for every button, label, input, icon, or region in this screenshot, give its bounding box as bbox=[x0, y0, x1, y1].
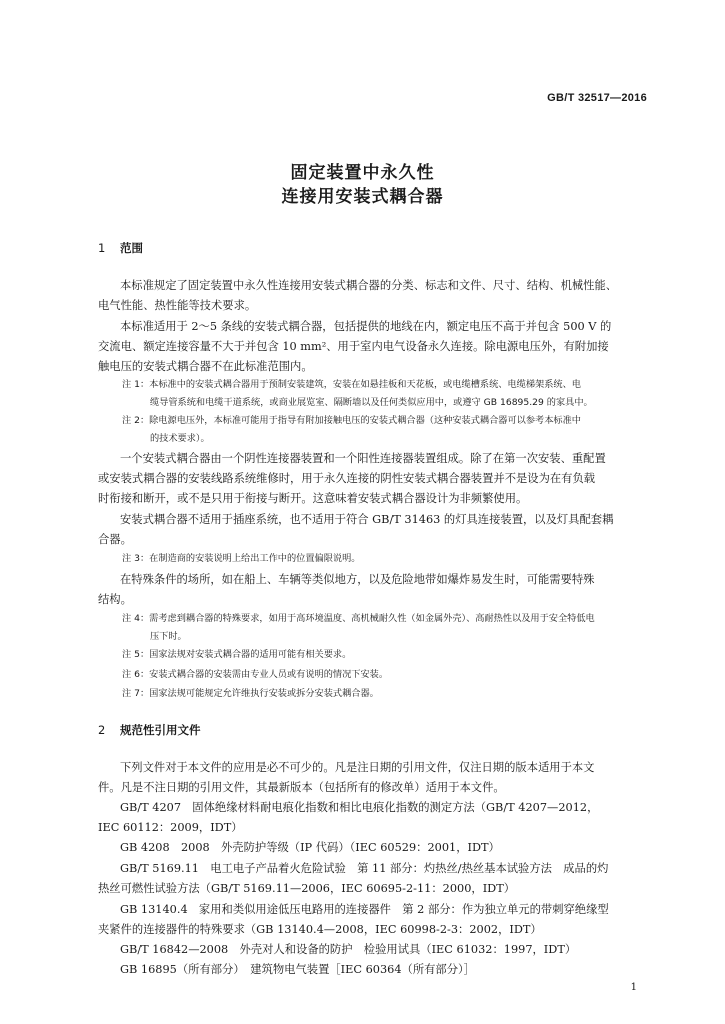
s1-note4-line2: 压下时。 bbox=[150, 631, 187, 642]
s1-note3: 注 3：在制造商的安装说明上给出工作中的位置偏限说明。 bbox=[122, 553, 361, 564]
ref-gbt16842: GB/T 16842—2008 外壳对人和设备的防护 检验用试具（IEC 61032：1997，IDT） bbox=[120, 943, 577, 956]
section-2-heading bbox=[98, 722, 201, 738]
ref-gb13140-line1: GB 13140.4 家用和类似用途低压电路用的连接器件 第 2 部分：作为独立单元的带刺穿绝缘型 bbox=[120, 903, 609, 916]
ref-gbt4207-line1: GB/T 4207 固体绝缘材料耐电痕化指数和相比电痕化指数的测定方法（GB/T 4207—2012， bbox=[120, 801, 599, 814]
s1-note4-line1: 注 4：需考虑到耦合器的特殊要求，如用于高环境温度、高机械耐久性（如金属外壳）、高耐热性以及用于安全特低电 bbox=[122, 613, 595, 624]
ref-gbt5169-line1: GB/T 5169.11 电工电子产品着火危险试验 第 11 部分：灼热丝/热丝基本试验方法 成品的灼 bbox=[120, 862, 609, 875]
document-title-line1: 固定装置中永久性 bbox=[290, 163, 435, 183]
section-1-title: 范围 bbox=[120, 241, 143, 255]
s1-para2-line2: 交流电、额定连接容量不大于并包含 10 mm²、用于室内电气设备永久连接。除电源电压外，有附加接 bbox=[98, 340, 609, 353]
s1-para1-line1: 本标准规定了固定装置中永久性连接用安装式耦合器的分类、标志和文件、尺寸、结构、机械性能、 bbox=[120, 279, 618, 292]
s1-note2-line2: 的技术要求）。 bbox=[150, 433, 210, 444]
ref-gb13140-line2: 夹紧件的连接器件的特殊要求（GB 13140.4—2008，IEC 60998-2-3：2002，IDT） bbox=[98, 923, 542, 936]
section-2-number: 2 bbox=[98, 723, 106, 737]
s1-note1-line2: 缆导管系统和电缆干道系统，或商业展览室、隔断墙以及任何类似应用中，或遵守 GB 16895.29 的家具中。 bbox=[150, 397, 593, 408]
s1-para2-line3: 触电压的安装式耦合器不在此标准范围内。 bbox=[98, 360, 313, 373]
s1-note1 bbox=[122, 376, 662, 412]
ref-gbt5169-line2: 热丝可燃性试验方法（GB/T 5169.11—2006，IEC 60695-2-11：2000，IDT） bbox=[98, 882, 516, 895]
ref-gbt4207-line2: IEC 60112：2009，IDT） bbox=[98, 821, 243, 834]
page-number: 1 bbox=[630, 982, 637, 993]
s1-para4-line2: 合器。 bbox=[98, 533, 132, 546]
ref-gb4208: GB 4208 2008 外壳防护等级（IP 代码）（IEC 60529：2001，IDT） bbox=[120, 841, 500, 854]
s1-note4 bbox=[122, 610, 662, 646]
s1-note5: 注 5：国家法规对安装式耦合器的适用可能有相关要求。 bbox=[122, 649, 352, 660]
section-2-title: 规范性引用文件 bbox=[120, 723, 201, 737]
s1-note7: 注 7：国家法规可能规定允许维执行安装或拆分安装式耦合器。 bbox=[122, 688, 379, 699]
s1-para1-line2: 电气性能、热性能等技术要求。 bbox=[98, 299, 257, 312]
s1-note2-line1: 注 2：除电源电压外，本标准可能用于指导有附加接触电压的安装式耦合器（这种安装式耦合器可以参考本标准中 bbox=[122, 415, 581, 426]
standard-number: GB/T 32517—2016 bbox=[547, 92, 647, 104]
document-title-line2: 连接用安装式耦合器 bbox=[281, 187, 444, 207]
s1-note1-line1: 注 1：本标准中的安装式耦合器用于预制安装建筑，安装在如悬挂板和天花板，或电缆槽系统、电缆梯架系统、电 bbox=[122, 379, 581, 390]
s1-para4-line1: 安装式耦合器不适用于插座系统，也不适用于符合 GB/T 31463 的灯具连接装置，以及灯具配套耦 bbox=[120, 513, 614, 526]
s1-note6: 注 6：安装式耦合器的安装需由专业人员或有说明的情况下安装。 bbox=[122, 669, 389, 680]
s1-para5-line2: 结构。 bbox=[98, 593, 132, 606]
s1-para3-line1: 一个安装式耦合器由一个阴性连接器装置和一个阳性连接器装置组成。除了在第一次安装、重配置 bbox=[120, 452, 606, 465]
s2-intro-line1: 下列文件对于本文件的应用是必不可少的。凡是注日期的引用文件，仅注日期的版本适用于本文 bbox=[120, 761, 595, 774]
s1-para2-line1: 本标准适用于 2～5 条线的安装式耦合器，包括提供的地线在内，额定电压不高于并包含 500 V 的 bbox=[120, 320, 612, 333]
section-1-heading bbox=[98, 240, 143, 256]
s2-intro-line2: 件。凡是不注日期的引用文件，其最新版本（包括所有的修改单）适用于本文件。 bbox=[98, 781, 505, 794]
s1-para3-line2: 或安装式耦合器的安装线路系统维修时，用于永久连接的阴性安装式耦合器装置并不是设为在有负载 bbox=[98, 472, 596, 485]
s1-note2 bbox=[122, 412, 662, 448]
s1-para3-line3: 时衔接和断开，或不是只用于衔接与断开。这意味着安装式耦合器设计为非频繁使用。 bbox=[98, 492, 528, 505]
s1-para5-line1: 在特殊条件的场所，如在船上、车辆等类似地方，以及危险地带如爆炸易发生时，可能需要特殊 bbox=[120, 573, 595, 586]
ref-gb16895: GB 16895（所有部分） 建筑物电气装置［IEC 60364（所有部分）］ bbox=[120, 963, 475, 976]
section-1-number: 1 bbox=[98, 241, 106, 255]
